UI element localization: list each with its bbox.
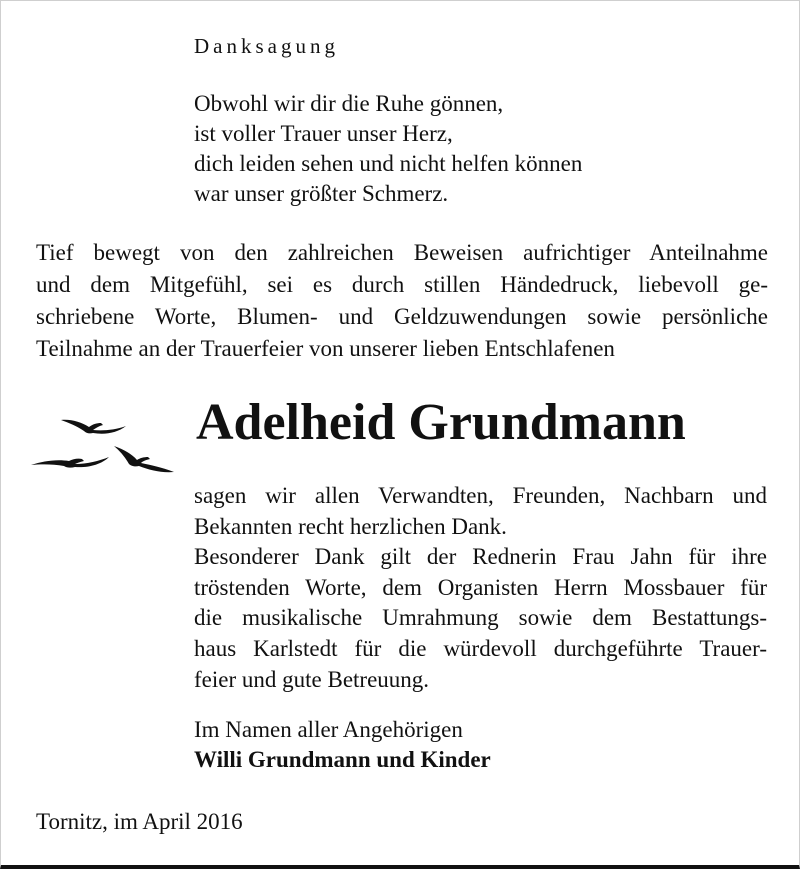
poem	[194, 89, 582, 209]
intro-line: und dem Mitgefühl, sei es durch stillen Händedruck, liebevoll ge-	[36, 272, 768, 297]
poem-line: Obwohl wir dir die Ruhe gönnen,	[194, 91, 504, 116]
intro-line: Tief bewegt von den zahlreichen Beweisen aufrichtiger Anteilnahme	[36, 240, 768, 265]
bird-shape	[31, 457, 109, 468]
thanks-line: haus Karlstedt für die würdevoll durchgeführte Trauer-	[194, 635, 767, 661]
intro-line: schriebene Worte, Blumen- und Geldzuwendungen sowie persönliche	[36, 304, 768, 329]
poem-line: ist voller Trauer unser Herz,	[194, 121, 453, 146]
deceased-name: Adelheid Grundmann	[196, 394, 686, 451]
signature-intro: Im Namen aller Angehörigen	[194, 717, 463, 742]
thanks-line: Besonderer Dank gilt der Rednerin Frau Jahn für ihre	[194, 544, 767, 570]
notice-heading: Danksagung	[194, 34, 339, 58]
signature-names: Willi Grundmann und Kinder	[194, 747, 491, 772]
poem-line: dich leiden sehen und nicht helfen können	[194, 151, 583, 176]
intro-paragraph	[36, 237, 768, 365]
poem-line: war unser größter Schmerz.	[194, 181, 449, 206]
thanks-line: die musikalische Umrahmung sowie dem Bestattungs-	[194, 605, 767, 631]
thanks-paragraph	[194, 481, 767, 695]
thanks-line: feier und gute Betreuung.	[194, 666, 430, 692]
thanks-line: Bekannten recht herzlichen Dank.	[194, 513, 507, 539]
thanks-line: sagen wir allen Verwandten, Freunden, Nachbarn und	[194, 483, 767, 508]
bird-shape	[114, 446, 174, 472]
flying-birds-icon	[29, 411, 189, 481]
place-date: Tornitz, im April 2016	[36, 809, 243, 834]
bird-shape	[61, 420, 126, 434]
signature-block	[194, 715, 491, 775]
intro-line: Teilnahme an der Trauerfeier von unserer lieben Entschlafenen	[36, 336, 615, 361]
thanks-line: tröstenden Worte, dem Organisten Herrn Mossbauer für	[194, 574, 767, 600]
